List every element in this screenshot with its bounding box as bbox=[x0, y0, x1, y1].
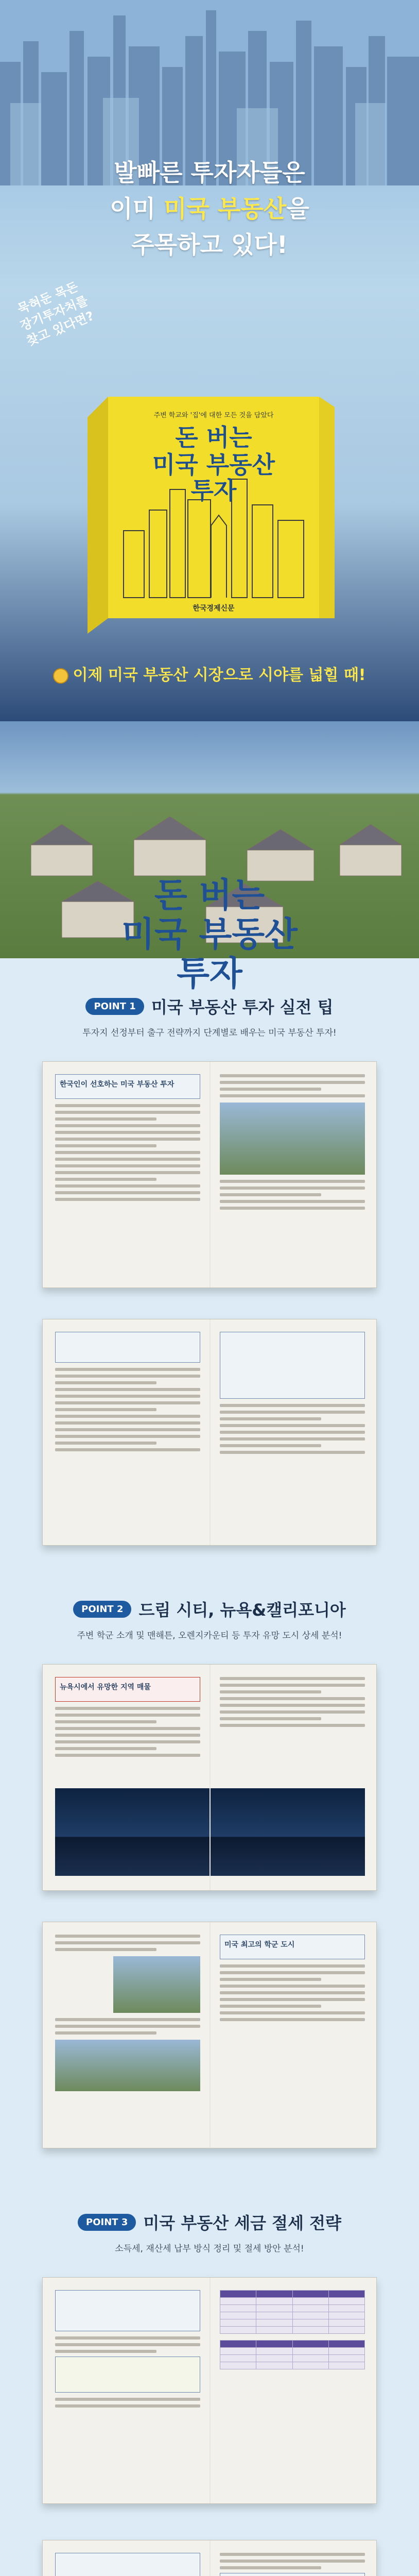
book-spread-2a bbox=[42, 1664, 377, 1891]
hero-tagline-text: 이제 미국 부동산 시장으로 시야를 넓힐 때! bbox=[73, 666, 366, 684]
spread-page-right bbox=[220, 1935, 365, 2137]
spread-page-right bbox=[220, 1332, 365, 1534]
point-2-badge: POINT 2 bbox=[73, 1601, 131, 1618]
campus-photo bbox=[55, 2040, 200, 2091]
point-3-heading: 미국 부동산 세금 절세 전략 bbox=[143, 2213, 341, 2233]
book-title-1: 돈 버는 bbox=[175, 423, 252, 451]
spread-heading: 한국인이 선호하는 미국 부동산 투자 bbox=[60, 1080, 174, 1089]
book-spread-2b bbox=[42, 1922, 377, 2148]
house-photo bbox=[220, 1103, 365, 1175]
book-spread-1b bbox=[42, 1319, 377, 1546]
book-spread-3a bbox=[42, 2277, 377, 2504]
point-1-header bbox=[0, 994, 419, 1038]
spread-page-right bbox=[220, 2290, 365, 2492]
hero-highlight: 미국 부동산 bbox=[164, 195, 287, 223]
spread-box bbox=[220, 1935, 365, 1959]
coin-icon bbox=[53, 668, 68, 684]
big-title-line-1: 돈 버는 bbox=[154, 875, 265, 915]
spread-box bbox=[55, 1074, 200, 1099]
book-cover-3d bbox=[77, 376, 342, 634]
spread-page-left bbox=[55, 2553, 200, 2576]
night-skyline-photo bbox=[55, 1788, 365, 1876]
point-2-sub: 주변 학군 소개 및 맨해튼, 오렌지카운티 등 투자 유망 도시 상세 분석! bbox=[77, 1631, 342, 1641]
spread-page-left bbox=[55, 1074, 200, 1276]
book-kicker: 주변 학교와 '집'에 대한 모든 것을 담았다 bbox=[153, 412, 274, 419]
spread-box bbox=[220, 1332, 365, 1399]
point-1-heading: 미국 부동산 투자 실전 팁 bbox=[151, 997, 334, 1017]
spread-page-left bbox=[55, 2290, 200, 2492]
point-3-sub: 소득세, 재산세 납부 방식 정리 및 절세 방안 분석! bbox=[115, 2244, 304, 2254]
book-spread-3b bbox=[42, 2540, 377, 2576]
tax-table bbox=[220, 2290, 365, 2334]
hero-tagline bbox=[0, 662, 419, 685]
hero-line-2-post: 을 bbox=[286, 195, 309, 223]
big-title-line-2: 미국 부동산 bbox=[121, 914, 298, 954]
hero-line-2-pre: 이미 bbox=[110, 195, 164, 223]
spread-box bbox=[55, 2290, 200, 2331]
spread-heading: 미국 최고의 학군 도시 bbox=[224, 1941, 295, 1949]
hero-section bbox=[0, 0, 419, 721]
building-photo bbox=[113, 1956, 200, 2013]
spread-page-right bbox=[220, 2553, 365, 2576]
point-2-heading: 드림 시티, 뉴욕&캘리포니아 bbox=[138, 1600, 346, 1620]
side-quote: 묵혀둔 목돈 장기투자처를 찾고 있다면? bbox=[15, 279, 96, 349]
big-book-title bbox=[0, 876, 419, 993]
tax-table bbox=[220, 2340, 365, 2369]
spread-box bbox=[220, 2573, 365, 2576]
point-3-header bbox=[0, 2210, 419, 2254]
spread-heading: 뉴욕시에서 유망한 지역 매물 bbox=[60, 1683, 151, 1691]
hero-headline bbox=[0, 155, 419, 263]
book-title-2: 미국 부동산 bbox=[152, 451, 275, 479]
point-1-sub: 투자지 선정부터 출구 전략까지 단계별로 배우는 미국 부동산 투자! bbox=[82, 1028, 337, 1038]
spread-box bbox=[55, 2553, 200, 2576]
hero-line-2 bbox=[0, 191, 419, 227]
book-title-3: 투자 bbox=[190, 477, 237, 504]
spread-box bbox=[55, 2357, 200, 2393]
point-2-header bbox=[0, 1597, 419, 1641]
point-3-badge: POINT 3 bbox=[78, 2214, 136, 2231]
point-1-title bbox=[85, 994, 333, 1018]
point-3-title bbox=[78, 2210, 341, 2234]
spread-box bbox=[55, 1677, 200, 1702]
book-publisher: 한국경제신문 bbox=[193, 604, 235, 613]
big-title-line-3: 투자 bbox=[177, 954, 242, 993]
spread-page-left bbox=[55, 1332, 200, 1534]
book-spread-1a bbox=[42, 1061, 377, 1288]
point-1-badge: POINT 1 bbox=[85, 998, 144, 1015]
hero-line-1: 발빠른 투자자들은 bbox=[114, 159, 305, 187]
spread-page-right bbox=[220, 1074, 365, 1276]
spread-box bbox=[55, 1332, 200, 1363]
point-2-title bbox=[73, 1597, 346, 1621]
hero-line-3: 주목하고 있다! bbox=[131, 231, 288, 259]
spread-page-left bbox=[55, 1935, 200, 2137]
